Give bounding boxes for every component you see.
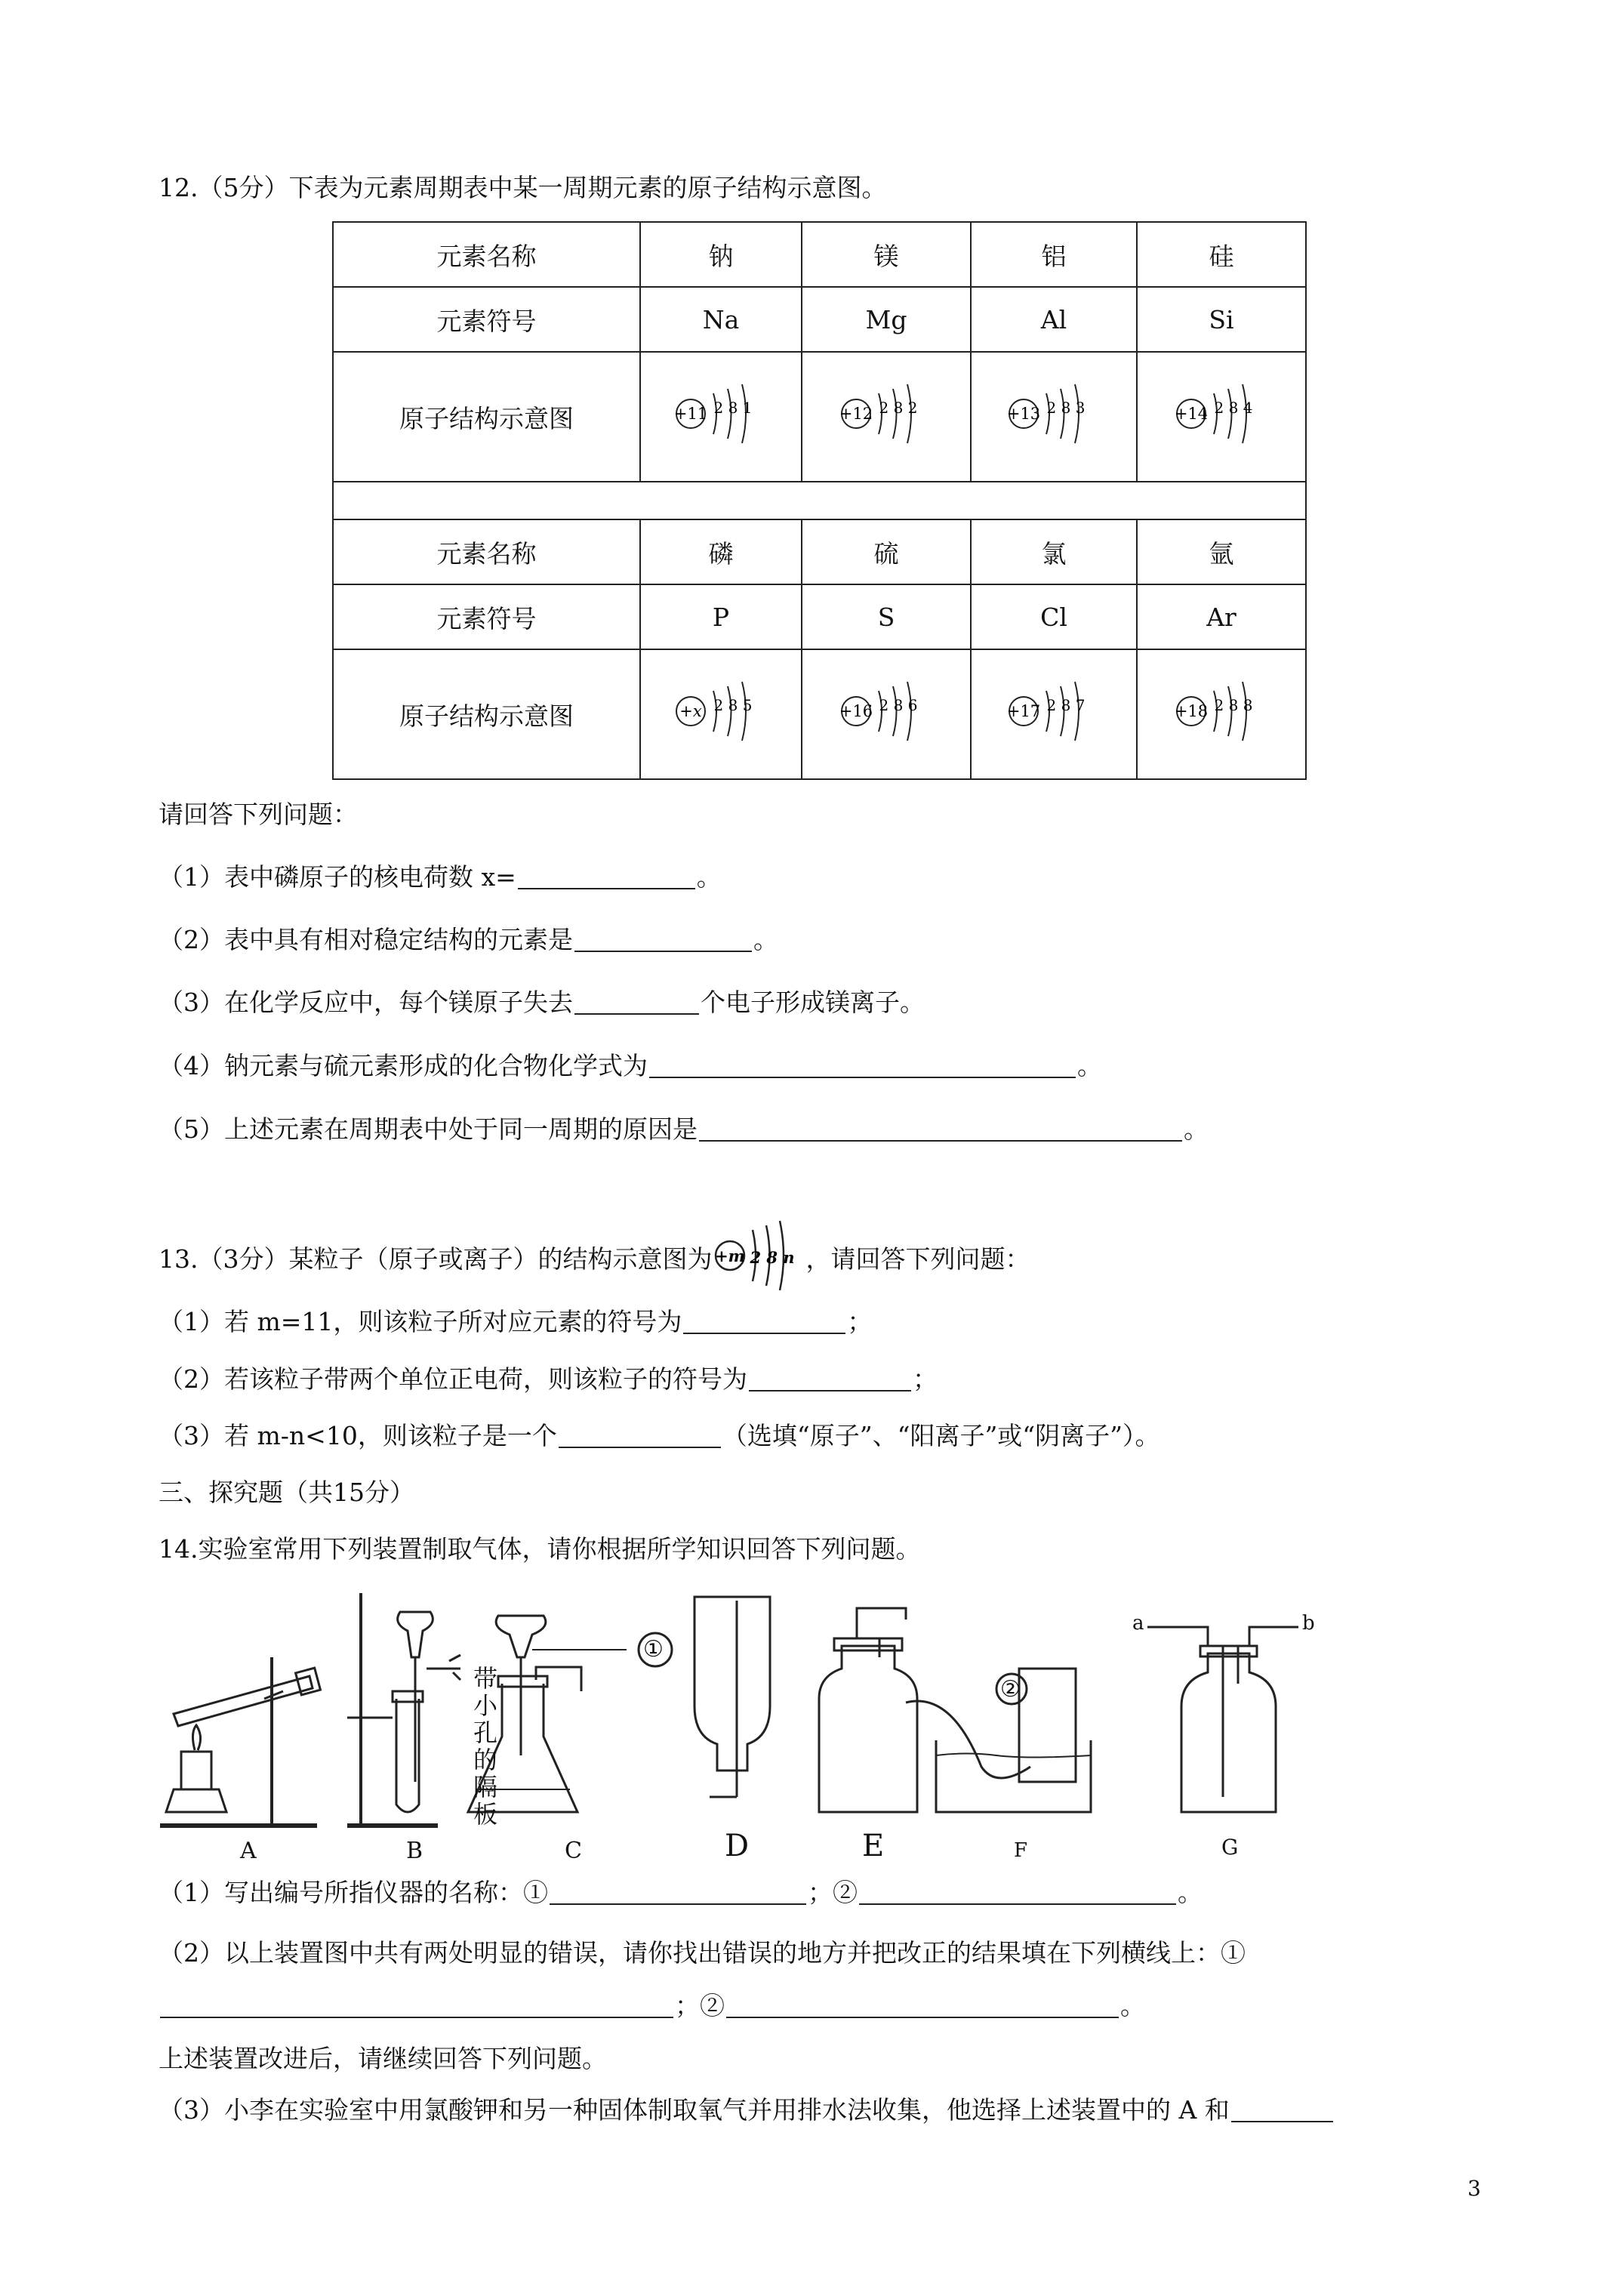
answer-blank[interactable] [574,991,699,1015]
atom-diagram [640,649,802,779]
partition-char: 隔 [473,1773,497,1801]
port-a-label: a [1132,1612,1144,1635]
element-symbol: Al [971,287,1137,352]
q13-item-3 [159,1423,1160,1448]
q12-5-text: （5）上述元素在周期表中处于同一周期的原因是 [159,1114,698,1144]
partition-label [472,1665,499,1828]
q12-1-text: （1）表中磷原子的核电荷数 x= [159,862,516,892]
q12-item-5 [159,1114,1209,1144]
q12-3-end: 个电子形成镁离子。 [701,988,925,1017]
element-name: 钠 [640,222,802,287]
q14-item-2: （2）以上装置图中共有两处明显的错误，请你找出错误的地方并把改正的结果填在下列横线上：① [159,1938,1246,1968]
element-table-1 [332,221,1307,780]
row-label-diagram: 原子结构示意图 [333,649,640,779]
element-name: 磷 [640,519,802,584]
port-b-label: b [1302,1612,1315,1635]
apparatus-a [160,1657,320,1826]
row-label-name: 元素名称 [333,519,640,584]
q14-2-end: 。 [1120,1991,1145,2020]
element-name: 氯 [971,519,1137,584]
atom-diagram [1137,649,1306,779]
svg-text:+14: +14 [1175,405,1209,423]
svg-text:2 8 n: 2 8 n [750,1248,796,1267]
label-f: F [1014,1839,1028,1862]
svg-text:+12: +12 [839,405,873,423]
apparatus-b [347,1593,460,1826]
row-label-name: 元素名称 [333,222,640,287]
q14-item-3 [159,2095,1335,2125]
partition-char: 带 [473,1664,497,1693]
q12-1-end: 。 [696,862,722,892]
q13-item-1 [159,1309,872,1334]
answer-blank[interactable] [859,1881,1176,1905]
svg-text:+17: +17 [1007,702,1041,720]
page-number: 3 [1467,2176,1481,2201]
element-symbol: S [802,584,971,649]
answer-blank[interactable] [518,865,695,889]
q14-2-mid: ；② [675,1991,725,2020]
element-name: 铝 [971,222,1137,287]
q13-3-text: （3）若 m-n<10，则该粒子是一个 [159,1421,557,1450]
answer-blank[interactable] [649,1054,1076,1078]
answer-blank[interactable] [749,1367,911,1391]
answer-blank[interactable] [699,1117,1182,1142]
q14-1-mid: ；② [808,1878,858,1907]
q13-3-end: （选填“原子”、“阳离子”或“阴离子”）。 [722,1421,1160,1450]
q12-4-text: （4）钠元素与硫元素形成的化合物化学式为 [159,1051,648,1080]
answer-blank[interactable] [1231,2098,1333,2122]
svg-text:2 8 1: 2 8 1 [713,399,753,417]
svg-text:+11: +11 [674,405,708,423]
q12-2-end: 。 [753,925,778,954]
svg-text:+x: +x [679,702,702,720]
element-symbol: P [640,584,802,649]
row-label-diagram: 原子结构示意图 [333,352,640,482]
q14-1-end: 。 [1178,1878,1203,1907]
q13-heading-tail: ，请回答下列问题： [805,1244,1030,1274]
q12-5-end: 。 [1184,1114,1209,1144]
answer-blank[interactable] [550,1881,806,1905]
svg-text:2 8 7: 2 8 7 [1046,696,1086,714]
q12-4-end: 。 [1077,1051,1102,1080]
row-label-symbol: 元素符号 [333,584,640,649]
label-a: A [240,1838,257,1864]
atom-diagram [971,649,1137,779]
q13-heading [159,1219,1030,1298]
svg-text:2 8 2: 2 8 2 [879,399,918,417]
label-e: E [862,1829,885,1863]
answer-blank[interactable] [559,1424,721,1448]
atom-diagram [802,649,971,779]
q12-item-4 [159,1053,1102,1078]
q13-1-end: ； [847,1307,873,1336]
partition-char: 小 [473,1691,497,1720]
element-symbol: Ar [1137,584,1306,649]
table-spacer-row [333,482,1306,519]
label-c: C [565,1838,582,1864]
atom-diagram [802,352,971,482]
element-name: 硫 [802,519,971,584]
partition-char: 孔 [473,1718,497,1747]
particle-diagram [712,1219,805,1298]
element-name: 硅 [1137,222,1306,287]
answer-blank[interactable] [683,1310,845,1334]
svg-text:+13: +13 [1007,405,1041,423]
apparatus-e [819,1608,917,1812]
q12-2-text: （2）表中具有相对稳定结构的元素是 [159,925,573,954]
element-symbol: Na [640,287,802,352]
element-symbol: Cl [971,584,1137,649]
q13-1-text: （1）若 m=11，则该粒子所对应元素的符号为 [159,1307,682,1336]
svg-text:2 8 8: 2 8 8 [1214,696,1253,714]
q14-3-text: （3）小李在实验室中用氯酸钾和另一种固体制取氧气并用排水法收集，他选择上述装置中的 A 和 [159,2095,1230,2125]
apparatus-f [906,1669,1091,1812]
q12-3-text: （3）在化学反应中，每个镁原子失去 [159,988,573,1017]
q14-heading: 14.实验室常用下列装置制取气体，请你根据所学知识回答下列问题。 [159,1534,921,1564]
svg-text:+18: +18 [1175,702,1209,720]
atom-diagram [971,352,1137,482]
marker-1: ① [643,1636,664,1663]
marker-2: ② [1000,1676,1021,1703]
apparatus-g [1147,1627,1298,1812]
q14-1-text: （1）写出编号所指仪器的名称：① [159,1878,548,1907]
partition-char: 板 [473,1800,497,1829]
svg-text:2 8 4: 2 8 4 [1214,399,1253,417]
label-b: B [406,1838,423,1864]
element-name: 氩 [1137,519,1306,584]
label-d: D [725,1829,750,1863]
svg-text:2 8 5: 2 8 5 [713,696,753,714]
element-symbol: Si [1137,287,1306,352]
svg-text:2 8 6: 2 8 6 [879,696,918,714]
svg-text:+m: +m [715,1247,746,1265]
svg-text:+16: +16 [839,702,873,720]
q12-item-1 [159,862,722,892]
q12-item-2 [159,927,778,952]
apparatus-figure [151,1586,1510,1872]
q12-heading: 12.（5分）下表为元素周期表中某一周期元素的原子结构示意图。 [159,173,887,202]
answer-blank[interactable] [160,1994,673,2018]
row-label-symbol: 元素符号 [333,287,640,352]
q13-2-text: （2）若该粒子带两个单位正电荷，则该粒子的符号为 [159,1364,747,1394]
atom-diagram [640,352,802,482]
q14-after: 上述装置改进后，请继续回答下列问题。 [159,2044,607,2073]
q13-item-2 [159,1364,938,1394]
section-heading: 三、探究题（共15分） [159,1478,414,1507]
q14-item-2-cont [159,1993,1145,2018]
q14-item-1 [159,1880,1203,1905]
answer-blank[interactable] [574,928,752,952]
q12-item-3 [159,990,925,1015]
partition-char: 的 [473,1746,497,1774]
apparatus-d [694,1597,770,1797]
answer-blank[interactable] [726,1994,1119,2018]
q12-prompt: 请回答下列问题： [159,800,358,829]
q13-heading-text: 13.（3分）某粒子（原子或离子）的结构示意图为 [159,1244,713,1274]
q13-2-end: ； [913,1364,938,1394]
label-g: G [1221,1835,1239,1860]
atom-diagram [1137,352,1306,482]
svg-text:2 8 3: 2 8 3 [1046,399,1086,417]
element-name: 镁 [802,222,971,287]
element-symbol: Mg [802,287,971,352]
